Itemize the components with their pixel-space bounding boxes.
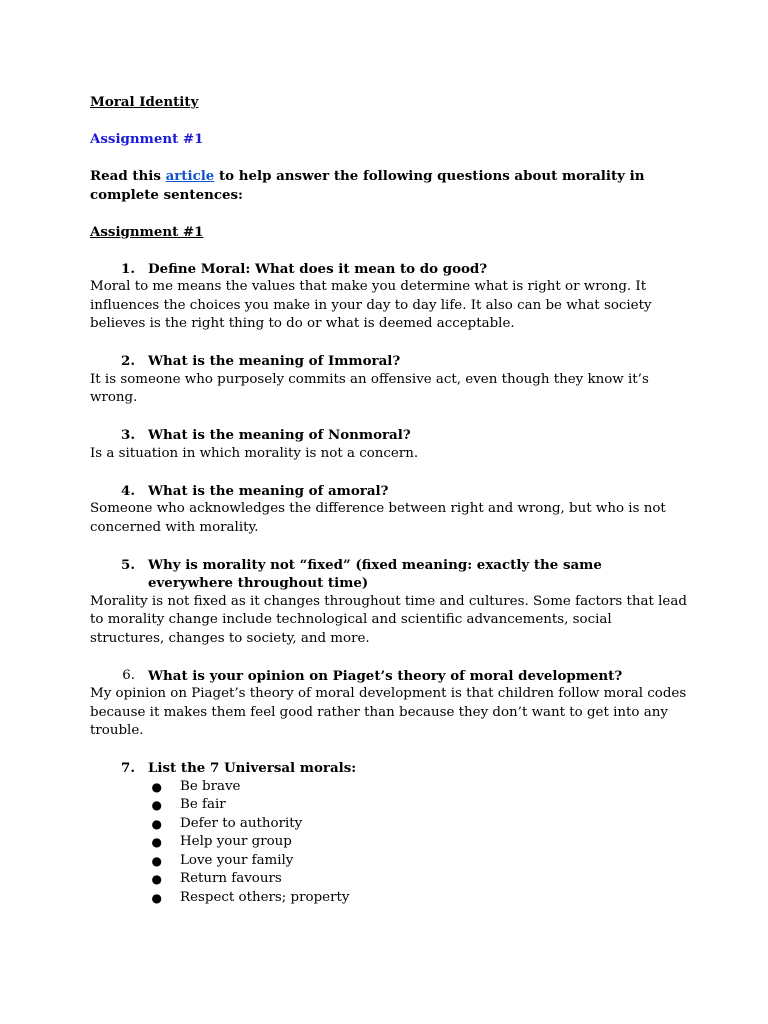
answer-6: My opinion on Piaget’s theory of moral development is that children follow moral codes because it makes them feel good rather than because they don’t want to get into any trouble. bbox=[90, 686, 687, 738]
list-item-text: Be fair bbox=[180, 797, 226, 812]
bullet-icon: ● bbox=[151, 779, 162, 794]
answer-4: Someone who acknowledges the difference between right and wrong, but who is not concerned with morality. bbox=[90, 501, 666, 535]
instructions bbox=[90, 167, 690, 204]
list-item-text: Love your family bbox=[180, 852, 294, 868]
bullet-icon: ● bbox=[151, 816, 162, 831]
list-item-text: Respect others; property bbox=[180, 889, 350, 905]
list-item bbox=[90, 833, 690, 852]
answer-3: Is a situation in which morality is not a concern. bbox=[90, 445, 419, 461]
list-item bbox=[90, 778, 690, 797]
question-text: List the 7 Universal morals: bbox=[148, 760, 357, 776]
question-1 bbox=[90, 260, 690, 279]
answer-5: Morality is not fixed as it changes throughout time and cultures. Some factors that lead to morality change include technological and scientific advancements, social structures, changes to society, and more. bbox=[90, 593, 687, 646]
question-number: 5. bbox=[121, 556, 135, 573]
question-7 bbox=[90, 759, 690, 778]
question-text: Define Moral: What does it mean to do good? bbox=[148, 260, 488, 277]
question-number: 6. bbox=[122, 667, 135, 683]
question-text: Why is morality not “fixed” (fixed meaning: exactly the same everywhere throughout time) bbox=[148, 556, 602, 591]
question-number: 1. bbox=[121, 260, 135, 277]
bullet-icon: ● bbox=[151, 853, 162, 868]
list-item bbox=[90, 796, 690, 815]
instructions-text-start: Read this bbox=[90, 168, 166, 184]
assignment-heading: Assignment #1 bbox=[90, 131, 204, 147]
bullet-icon: ● bbox=[151, 890, 162, 905]
list-item-text: Defer to authority bbox=[180, 815, 303, 831]
question-text: What is the meaning of amoral? bbox=[148, 482, 389, 499]
bullet-icon: ● bbox=[151, 798, 162, 812]
question-2 bbox=[90, 352, 690, 371]
document-title: Moral Identity bbox=[90, 94, 199, 110]
question-6 bbox=[90, 667, 690, 686]
question-4 bbox=[90, 482, 690, 501]
answer-2: It is someone who purposely commits an offensive act, even though they know it’s wrong. bbox=[90, 371, 649, 405]
list-item bbox=[90, 852, 690, 871]
question-text: What is your opinion on Piaget’s theory of moral development? bbox=[148, 667, 623, 684]
assignment-subheading: Assignment #1 bbox=[90, 223, 204, 240]
list-item bbox=[90, 870, 690, 889]
article-link[interactable]: article bbox=[165, 168, 215, 184]
question-number: 4. bbox=[121, 482, 135, 499]
bullet-icon: ● bbox=[151, 835, 162, 849]
question-5 bbox=[90, 556, 690, 593]
question-3 bbox=[90, 426, 690, 445]
question-number: 3. bbox=[121, 427, 135, 443]
list-item-text: Be brave bbox=[180, 778, 241, 794]
document-page bbox=[90, 93, 690, 907]
question-number: 7. bbox=[121, 760, 135, 776]
list-item-text: Return favours bbox=[180, 871, 282, 886]
list-item-text: Help your group bbox=[180, 834, 292, 849]
list-item bbox=[90, 815, 690, 834]
instructions-text-end: to help answer the following questions about morality in complete sentences: bbox=[90, 168, 645, 203]
question-text: What is the meaning of Nonmoral? bbox=[148, 427, 411, 443]
question-text: What is the meaning of Immoral? bbox=[148, 353, 401, 369]
list-item bbox=[90, 889, 690, 908]
bullet-icon: ● bbox=[151, 872, 162, 886]
question-number: 2. bbox=[121, 353, 135, 369]
answer-1: Moral to me means the values that make you determine what is right or wrong. It influences the choices you make in your day to day life. It also can be what society believes is the right thing to do or what is deemed acceptable. bbox=[90, 279, 652, 331]
universal-morals-list bbox=[90, 778, 690, 908]
